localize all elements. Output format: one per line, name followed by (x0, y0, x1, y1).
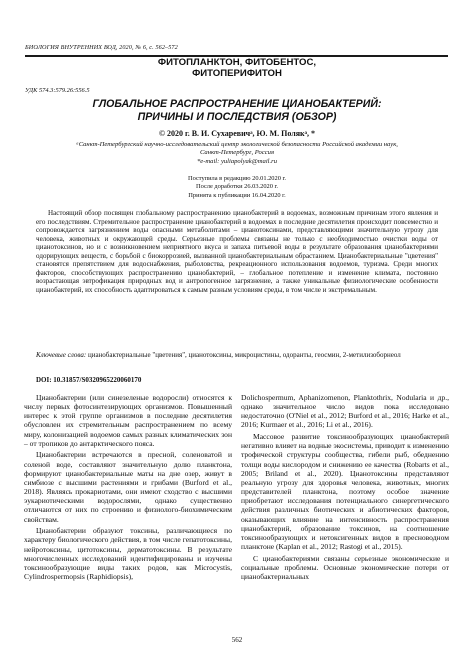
body-column-right (241, 393, 449, 584)
section-heading (0, 58, 474, 80)
keywords (36, 351, 438, 359)
journal-header: БИОЛОГИЯ ВНУТРЕННИХ ВОД, 2020, № 6, с. 562–572 (25, 44, 178, 51)
paragraph: Цианобактерии (или синезеленые водоросли) относятся к числу первых фотосинтезирующих организмов. Повышенный интерес к этой группе организмов в последние десятилетия обусловлен их стремительным распространением по всему миру, колонизацией водоемов самых разных климатических зон – от тропиков до антарктического пояса. (24, 393, 232, 448)
udc-code: УДК 574.3:579.26:556.5 (25, 87, 90, 94)
body-column-left (24, 393, 232, 584)
affiliation-city: Санкт-Петербург, Россия (199, 149, 275, 157)
affiliation (50, 141, 424, 166)
page-number: 562 (231, 636, 243, 644)
date-accepted: Принята к публикации 16.04.2020 г. (188, 191, 286, 199)
abstract: Настоящий обзор посвящен глобальному распространению цианобактерий в водоемах, возможным причинам этого явления и его последствиям. Стремительное распространение цианобактерий в водоемах в последние десятилетия происходит повсеместно и сопровождается загрязнением воды опасными метаболитами – цианотоксинами, представляющими значительную угрозу для человека, животных и окружающей среды. Серьезные проблемы связаны не только с необходимостью очистки воды от цианотоксинов, но и с возникновением неприятного вкуса и запаха питьевой воды в результате образования цианобактериями одорирующих веществ, с борьбой с биокоррозией, вызванной цианобактериальным обрастанием. Цианобактериальные "цветения" становятся препятствием для водоснабжения, рыболовства, рекреационного использования водоемов, туризма. Среди многих факторов, способствующих распространению цианобактерий, – глобальное потепление и изменение климата, постоянно возрастающая эвтрофикация природных вод и антропогенное загрязнение, а также уникальные физиологические особенности цианобактерий, их способность адаптироваться к самым разным условиям среды, в том числе и экстремальным. (36, 209, 438, 294)
affiliation-institution: ᵃСанкт-Петербургский научно-исследовательский центр экологической безопасности Российской академии наук, (76, 141, 398, 148)
date-received: Поступила в редакцию 20.01.2020 г. (188, 175, 286, 182)
submission-dates (0, 175, 474, 200)
section-heading-line-1: ФИТОПЛАНКТОН, ФИТОБЕНТОС, (157, 57, 317, 68)
article-title-line-2: ПРИЧИНЫ И ПОСЛЕДСТВИЯ (ОБЗОР) (137, 111, 337, 123)
paragraph: С цианобактериями связаны серьезные экономические и социальные проблемы. Основные экономические потери от цианобактериальных (241, 553, 449, 581)
article-title-line-1: ГЛОБАЛЬНОЕ РАСПРОСТРАНЕНИЕ ЦИАНОБАКТЕРИЙ: (92, 98, 382, 110)
section-heading-line-2: ФИТОПЕРИФИТОН (192, 67, 282, 79)
affiliation-email: *e-mail: yuliapolyak@mail.ru (196, 157, 278, 165)
authors: © 2020 г. В. И. Сухаревичᵃ, Ю. М. Полякᵃ, * (159, 129, 315, 138)
doi: DOI: 10.31857/S0320965220060170 (36, 376, 142, 384)
paragraph: Цианобактерии образуют токсины, различающиеся по характеру биологического действия, в том числе гепатотоксины, нейротоксины, цитотоксины, дерматотоксины. В результате многочисленных исследований идентифицированы и изучены токсинообразующие виды таких родов, как Microcystis, Cylindrospermopsis (Raphidiopsis), (24, 526, 232, 581)
paragraph: Цианобактерии встречаются в пресной, соленоватой и соленой воде, составляют значительную долю планктона, формируют цианобактериальные маты на дне озер, живут в симбиозе с высшими растениями и грибами (Burford et al., 2018). Являясь прокариотами, они имеют сходство с высшими эукариотическими водорослями, однако существенно отличаются от них по строению и физиолого-биохимическим свойствам. (24, 450, 232, 524)
paragraph: Массовое развитие токсинообразующих цианобактерий негативно влияет на водные экосистемы, приводит к изменению трофической структуры сообщества, гибели рыб, обеднению толщи воды кислородом и снижению ее качества (Robarts et al., 2005; Briland et al., 2020). Цианотоксины представляют реальную угрозу для здоровья человека, животных, многих представителей планктона, поэтому особое значение приобретают исследования потенциального синергетического действия различных биотических и абиотических факторов, оказывающих влияние на интенсивность распространения цианобактерий, образование токсинов, на соотношение токсинообразующих и нетоксигенных видов в пресноводном планктоне (Kaplan et al., 2012; Rastogi et al., 2015). (241, 432, 449, 551)
paragraph: Dolichospermum, Aphanizomenon, Planktothrix, Nodularia и др., однако значительное число видов пока исследовано недостаточно (O'Niel et al., 2012; Burford et al., 2016; Harke et al., 2016; Kurmaer et al., 2016; Li et al., 2016). (241, 393, 449, 430)
keywords-list: цианобактериальные "цветения", цианотоксины, микроцистины, одоранты, геосмин, 2-метилизоборнеол (86, 351, 401, 359)
keywords-label: Ключевые слова: (36, 351, 87, 359)
date-revised: После доработки 26.03.2020 г. (195, 183, 279, 191)
article-title (0, 98, 474, 124)
